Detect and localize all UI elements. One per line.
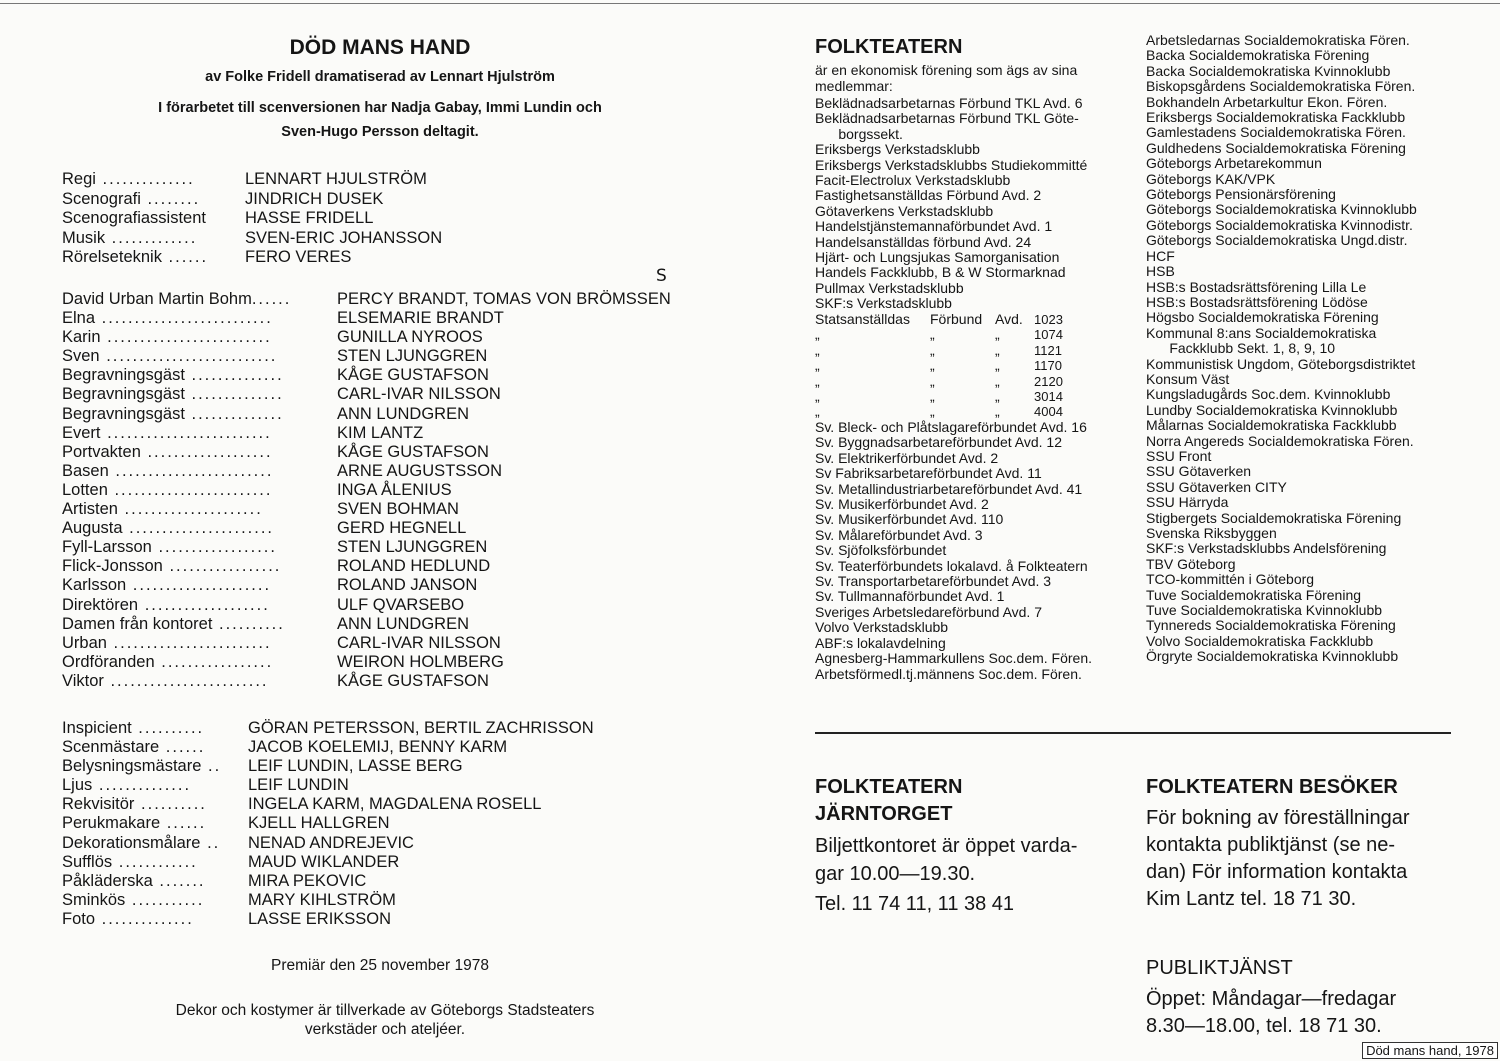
- stats-row: [815, 358, 1115, 373]
- cast-leader-dots: ......................: [122, 519, 274, 538]
- member-item: Tuve Socialdemokratiska Förening: [1146, 586, 1362, 603]
- cast-leader-dots: ........................: [108, 461, 274, 480]
- member-item: Kungsladugårds Soc.dem. Kvinnoklubb: [1146, 386, 1391, 403]
- stats-cell: „: [995, 372, 1000, 389]
- crew-row: [62, 891, 662, 910]
- staff-leader-dots: ......: [161, 248, 209, 266]
- folkteatern-title: FOLKTEATERN: [815, 36, 963, 58]
- cast-role: Urban ........................: [62, 633, 272, 652]
- cast-row: [62, 309, 722, 328]
- member-item: Arbetsförmedl.tj.männens Soc.dem. Fören.: [815, 665, 1082, 682]
- cast-name: ROLAND HEDLUND: [337, 557, 491, 576]
- stats-cell: „: [995, 387, 1000, 404]
- staff-list: [62, 170, 522, 268]
- member-item: Beklädnadsarbetarnas Förbund TKL Göte-: [815, 110, 1079, 127]
- stats-cell: „: [930, 326, 935, 343]
- member-item: Götaverkens Verkstadsklubb: [815, 202, 994, 219]
- member-item: Sv. Transportarbetareförbundet Avd. 3: [815, 573, 1052, 590]
- cast-leader-dots: ..........: [212, 614, 285, 633]
- crew-name: LEIF LUNDIN: [248, 776, 349, 795]
- cast-name: ANN LUNDGREN: [337, 614, 470, 633]
- member-item: Kommunistisk Ungdom, Göteborgsdistriktet: [1146, 355, 1416, 372]
- credits-line-1: Dekor och kostymer är tillverkade av Göteborgs Stadsteaters: [175, 1002, 595, 1019]
- cast-leader-dots: ..............: [184, 366, 284, 385]
- cast-leader-dots: ...................: [138, 595, 270, 614]
- member-item: SSU Front: [1146, 447, 1212, 464]
- cast-name: CARL-IVAR NILSSON: [337, 633, 501, 652]
- member-item: Göteborgs Arbetarekommun: [1146, 155, 1322, 172]
- cast-row: [62, 596, 722, 615]
- cast-row: [62, 634, 722, 653]
- crew-row: [62, 872, 662, 891]
- stats-cell: „: [815, 357, 820, 374]
- jarntorget-line-2: gar 10.00—19.30.: [815, 863, 976, 885]
- member-stats-table: [815, 312, 1115, 420]
- stats-cell: 3014: [1034, 388, 1063, 404]
- cast-role: Fyll-Larsson ..................: [62, 538, 277, 557]
- play-subtitle: av Folke Fridell dramatiserad av Lennart Hjulström: [205, 69, 555, 85]
- crew-leader-dots: ......: [159, 738, 206, 757]
- member-item: ABF:s lokalavdelning: [815, 634, 946, 651]
- cast-name: INGA ÅLENIUS: [337, 480, 452, 499]
- member-list-col1: [815, 96, 1087, 312]
- stats-cell: „: [815, 326, 820, 343]
- cast-role: Flick-Jonsson .................: [62, 557, 282, 576]
- jarntorget-phone: Tel. 11 74 11, 11 38 41: [815, 893, 1015, 915]
- cast-role: Elna ..........................: [62, 309, 273, 328]
- crew-name: MIRA PEKOVIC: [248, 871, 367, 890]
- crew-list: [62, 719, 662, 929]
- member-item: Facit-Electrolux Verkstadsklubb: [815, 172, 1011, 189]
- member-item: Tuve Socialdemokratiska Kvinnoklubb: [1146, 602, 1383, 619]
- stats-cell: Förbund: [930, 311, 983, 327]
- stats-row: [815, 343, 1115, 358]
- member-item: Sv. Sjöfolksförbundet: [815, 542, 947, 559]
- member-item: Sveriges Arbetsledareförbund Avd. 7: [815, 603, 1043, 620]
- stats-row: [815, 404, 1115, 419]
- cast-role: Lotten ........................: [62, 480, 273, 499]
- staff-row: [62, 209, 522, 229]
- cast-name: WEIRON HOLMBERG: [337, 652, 504, 671]
- staff-leader-dots: ..............: [95, 170, 195, 188]
- member-item: Sv. Bleck- och Plåtslagareförbundet Avd. 16: [815, 419, 1087, 435]
- crew-leader-dots: ..: [201, 757, 222, 776]
- stats-row: [815, 327, 1115, 342]
- cast-leader-dots: .........................: [100, 328, 272, 347]
- member-item: SSU Götaverken: [1146, 463, 1252, 480]
- member-item: SSU Götaverken CITY: [1146, 478, 1287, 495]
- cast-row: [62, 290, 722, 309]
- cast-leader-dots: .................: [154, 652, 274, 671]
- member-item: Sv Fabriksarbetareförbundet Avd. 11: [815, 465, 1042, 482]
- member-item: Eriksbergs Socialdemokratiska Fackklubb: [1146, 109, 1406, 126]
- cast-leader-dots: ........................: [107, 480, 273, 499]
- member-item: Gamlestadens Socialdemokratiska Fören.: [1146, 124, 1406, 141]
- member-item: Fastighetsanställdas Förbund Avd. 2: [815, 187, 1042, 204]
- member-item: Konsum Väst: [1146, 370, 1230, 387]
- member-item: Beklädnadsarbetarnas Förbund TKL Avd. 6: [815, 95, 1083, 111]
- staff-leader-dots: .............: [105, 228, 198, 247]
- crew-role: Belysningsmästare ..: [62, 757, 222, 776]
- stats-cell: „: [930, 372, 935, 389]
- member-item: Handels Fackklubb, B & W Stormarknad: [815, 264, 1066, 281]
- staff-row: [62, 170, 522, 190]
- cast-leader-dots: ..............: [184, 404, 284, 423]
- member-item: TBV Göteborg: [1146, 555, 1236, 572]
- cast-role: Karlsson .....................: [62, 576, 272, 595]
- cast-name: ANN LUNDGREN: [337, 404, 470, 423]
- cast-role: Artisten .....................: [62, 500, 263, 519]
- besoker-line-1: För bokning av föreställningar: [1146, 807, 1410, 829]
- section-divider: [815, 732, 1451, 734]
- member-item: Eriksbergs Verkstadsklubb: [815, 141, 980, 158]
- member-item: HSB: [1146, 263, 1175, 280]
- crew-role: Scenmästare ......: [62, 738, 206, 757]
- stats-cell: „: [995, 403, 1000, 420]
- member-item: Sv. Teaterförbundets lokalavd. å Folkteatern: [815, 557, 1088, 574]
- stats-cell: „: [815, 387, 820, 404]
- cast-row: [62, 500, 722, 519]
- staff-name: HASSE FRIDELL: [245, 209, 374, 227]
- cast-row: [62, 557, 722, 576]
- crew-row: [62, 814, 662, 833]
- member-item: Agnesberg-Hammarkullens Soc.dem. Fören.: [815, 650, 1093, 667]
- stats-cell: „: [815, 403, 820, 420]
- besoker-line-4: Kim Lantz tel. 18 71 30.: [1146, 888, 1357, 910]
- member-item: Göteborgs Pensionärsförening: [1146, 186, 1336, 203]
- member-item: SKF:s Verkstadsklubb: [815, 295, 952, 312]
- cast-leader-dots: .....................: [117, 500, 263, 519]
- member-item: Stigbergets Socialdemokratiska Förening: [1146, 509, 1402, 526]
- crew-role: Sminkös ...........: [62, 890, 205, 909]
- jarntorget-line-1: Biljettkontoret är öppet varda-: [815, 835, 1078, 857]
- cast-row: [62, 424, 722, 443]
- cast-name: GUNILLA NYROOS: [337, 328, 483, 347]
- crew-row: [62, 738, 662, 757]
- cast-name: KÅGE GUSTAFSON: [337, 442, 489, 461]
- cast-row: [62, 385, 722, 404]
- crew-row: [62, 757, 662, 776]
- intro-line-1: I förarbetet till scenversionen har Nadja Gabay, Immi Lundin och: [158, 100, 602, 116]
- stats-cell: „: [930, 341, 935, 358]
- cast-name: CARL-IVAR NILSSON: [337, 385, 501, 404]
- member-item: Göteborgs Socialdemokratiska Kvinnoklubb: [1146, 201, 1417, 218]
- cast-name: KIM LANTZ: [337, 423, 424, 442]
- handwritten-correction: S: [656, 266, 667, 286]
- cast-row: [62, 366, 722, 385]
- image-caption: Död mans hand, 1978: [1362, 1042, 1498, 1059]
- cast-role: Begravningsgäst ..............: [62, 385, 284, 404]
- member-item: borgssekt.: [815, 125, 903, 142]
- member-item: Sv. Metallindustriarbetareförbundet Avd. 41: [815, 480, 1083, 497]
- crew-name: LEIF LUNDIN, LASSE BERG: [248, 757, 463, 776]
- cast-role: Karin .........................: [62, 328, 272, 347]
- member-list-col1b: [815, 420, 1092, 682]
- cast-list: [62, 290, 722, 691]
- crew-row: [62, 834, 662, 853]
- cast-role: Viktor ........................: [62, 671, 269, 690]
- besoker-line-2: kontakta publiktjänst (se ne-: [1146, 834, 1396, 856]
- intro-line-2: Sven-Hugo Persson deltagit.: [281, 124, 479, 140]
- member-item: Örgryte Socialdemokratiska Kvinnoklubb: [1146, 648, 1399, 665]
- crew-row: [62, 910, 662, 929]
- cast-leader-dots: .........................: [100, 423, 272, 442]
- cast-row: [62, 443, 722, 462]
- crew-role: Foto ..............: [62, 909, 194, 928]
- cast-role: Basen ........................: [62, 461, 274, 480]
- crew-leader-dots: .......: [152, 871, 206, 890]
- cast-role: Begravningsgäst ..............: [62, 404, 284, 423]
- member-item: SSU Härryda: [1146, 494, 1229, 511]
- cast-name: KÅGE GUSTAFSON: [337, 671, 489, 690]
- cast-leader-dots: ..........................: [95, 309, 273, 328]
- cast-name: ELSEMARIE BRANDT: [337, 309, 504, 328]
- staff-name: FERO VERES: [245, 248, 352, 266]
- besoker-line-3: dan) För information kontakta: [1146, 861, 1408, 883]
- crew-name: MARY KIHLSTRÖM: [248, 890, 396, 909]
- crew-role: Påkläderska .......: [62, 871, 206, 890]
- credits-line-2: verkstäder och ateljéer.: [304, 1021, 466, 1038]
- member-item: Målarnas Socialdemokratiska Fackklubb: [1146, 417, 1397, 434]
- member-item: Handelsanställdas förbund Avd. 24: [815, 233, 1032, 250]
- folkteatern-intro-2: medlemmar:: [815, 78, 893, 94]
- crew-leader-dots: ..............: [92, 776, 192, 795]
- cast-leader-dots: .................: [162, 557, 282, 576]
- staff-leader-dots: ........: [140, 189, 201, 208]
- crew-row: [62, 795, 662, 814]
- crew-name: LASSE ERIKSSON: [248, 909, 392, 928]
- cast-role: Portvakten ...................: [62, 442, 273, 461]
- crew-leader-dots: ...........: [125, 890, 205, 909]
- stats-cell: 1074: [1034, 327, 1063, 343]
- cast-row: [62, 405, 722, 424]
- crew-leader-dots: ..........: [131, 719, 205, 737]
- member-item: Göteborgs Socialdemokratiska Ungd.distr.: [1146, 232, 1408, 249]
- cast-leader-dots: ......: [251, 290, 292, 308]
- stats-cell: „: [995, 357, 1000, 374]
- cast-row: [62, 615, 722, 634]
- stats-cell: „: [930, 387, 935, 404]
- publiktjanst-title: PUBLIKTJÄNST: [1146, 957, 1293, 979]
- stats-cell: „: [995, 341, 1000, 358]
- cast-name: ROLAND JANSON: [337, 576, 478, 595]
- staff-row: [62, 190, 522, 210]
- member-item: Sv. Byggnadsarbetareförbundet Avd. 12: [815, 434, 1062, 451]
- staff-row: [62, 229, 522, 249]
- crew-leader-dots: ............: [112, 852, 198, 871]
- cast-row: [62, 462, 722, 481]
- staff-role: Regi ..............: [62, 170, 195, 188]
- cast-leader-dots: ........................: [106, 633, 272, 652]
- cast-role: Augusta ......................: [62, 519, 274, 538]
- crew-row: [62, 853, 662, 872]
- stats-row: [815, 374, 1115, 389]
- staff-name: JINDRICH DUSEK: [245, 189, 384, 208]
- cast-role: Damen från kontoret ..........: [62, 614, 285, 633]
- member-item: Norra Angereds Socialdemokratiska Fören.: [1146, 432, 1414, 449]
- stats-cell: 2120: [1034, 373, 1063, 389]
- staff-name: LENNART HJULSTRÖM: [245, 170, 427, 188]
- stats-row: [815, 389, 1115, 404]
- cast-name: KÅGE GUSTAFSON: [337, 366, 489, 385]
- member-item: Svenska Riksbyggen: [1146, 525, 1277, 541]
- member-item: Hjärt- och Lungsjukas Samorganisation: [815, 249, 1060, 266]
- member-item: Volvo Verkstadsklubb: [815, 619, 949, 636]
- besoker-title: FOLKTEATERN BESÖKER: [1146, 776, 1398, 798]
- member-item: Lundby Socialdemokratiska Kvinnoklubb: [1146, 401, 1398, 418]
- member-item: Eriksbergs Verkstadsklubbs Studiekommitté: [815, 156, 1088, 173]
- staff-role: Scenografiassistent: [62, 209, 206, 227]
- staff-row: [62, 248, 522, 268]
- cast-row: [62, 347, 722, 366]
- member-item: Göteborgs Socialdemokratiska Kvinnodistr.: [1146, 216, 1413, 233]
- member-item: Högsbo Socialdemokratiska Förening: [1146, 309, 1379, 326]
- member-item: HCF: [1146, 247, 1175, 264]
- stats-cell: Statsanställdas: [815, 311, 910, 327]
- top-rule: [0, 3, 1500, 4]
- cast-leader-dots: ..........................: [99, 347, 278, 366]
- cast-name: GERD HEGNELL: [337, 519, 467, 538]
- member-item: Backa Socialdemokratiska Kvinnoklubb: [1146, 62, 1391, 79]
- cast-name: SVEN BOHMAN: [337, 500, 459, 519]
- publiktjanst-hours: Öppet: Måndagar—fredagar: [1146, 988, 1397, 1010]
- member-item: Sv. Elektrikerförbundet Avd. 2: [815, 449, 999, 466]
- member-item: SKF:s Verkstadsklubbs Andelsförening: [1146, 540, 1387, 557]
- member-item: Sv. Musikerförbundet Avd. 2: [815, 496, 989, 513]
- play-title: DÖD MANS HAND: [289, 36, 471, 59]
- cast-row: [62, 519, 722, 538]
- cast-leader-dots: .....................: [126, 576, 272, 595]
- cast-row: [62, 328, 722, 347]
- stats-cell: 1023: [1034, 312, 1063, 327]
- cast-role: Direktören ...................: [62, 595, 270, 614]
- cast-row: [62, 576, 722, 595]
- crew-leader-dots: ..: [200, 833, 221, 852]
- crew-role: Ljus ..............: [62, 776, 192, 795]
- cast-role: Ordföranden .................: [62, 652, 274, 671]
- member-item: Sv. Musikerförbundet Avd. 110: [815, 511, 1004, 528]
- member-item: Guldhedens Socialdemokratiska Förening: [1146, 139, 1406, 156]
- cast-name: STEN LJUNGGREN: [337, 538, 488, 557]
- jarntorget-title-1: FOLKTEATERN: [815, 776, 963, 798]
- crew-leader-dots: ......: [160, 814, 207, 833]
- crew-name: MAUD WIKLANDER: [248, 852, 400, 871]
- crew-role: Rekvisitör ..........: [62, 795, 207, 814]
- member-item: HSB:s Bostadsrättsförening Lilla Le: [1146, 278, 1367, 295]
- cast-leader-dots: ...................: [140, 442, 273, 461]
- crew-name: KJELL HALLGREN: [248, 814, 390, 833]
- crew-leader-dots: ..........: [134, 795, 207, 814]
- crew-name: GÖRAN PETERSSON, BERTIL ZACHRISSON: [248, 719, 594, 737]
- stats-cell: 1170: [1034, 358, 1062, 374]
- crew-role: Dekorationsmålare ..: [62, 833, 221, 852]
- cast-row: [62, 481, 722, 500]
- cast-name: ARNE AUGUSTSSON: [337, 461, 503, 480]
- stats-cell: „: [930, 403, 935, 420]
- member-item: Backa Socialdemokratiska Förening: [1146, 47, 1370, 64]
- member-item: TCO-kommittén i Göteborg: [1146, 571, 1315, 588]
- member-item: Volvo Socialdemokratiska Fackklubb: [1146, 632, 1374, 649]
- staff-role: Musik .............: [62, 228, 198, 247]
- cast-row: [62, 653, 722, 672]
- member-item: Tynnereds Socialdemokratiska Förening: [1146, 617, 1396, 634]
- cast-role: Begravningsgäst ..............: [62, 366, 284, 385]
- cast-name: STEN LJUNGGREN: [337, 347, 488, 366]
- stats-cell: „: [815, 372, 820, 389]
- stats-row: [815, 312, 1115, 327]
- crew-leader-dots: ..............: [95, 909, 194, 928]
- publiktjanst-phone: 8.30—18.00, tel. 18 71 30.: [1146, 1015, 1382, 1037]
- cast-role: Evert .........................: [62, 423, 272, 442]
- member-item: Sv. Målareförbundet Avd. 3: [815, 526, 983, 543]
- crew-role: Sufflös ............: [62, 852, 198, 871]
- crew-role: Perukmakare ......: [62, 814, 207, 833]
- member-item: Sv. Tullmannaförbundet Avd. 1: [815, 588, 1005, 605]
- cast-row: [62, 672, 722, 691]
- member-item: Handelstjänstemannaförbundet Avd. 1: [815, 218, 1053, 235]
- cast-role: David Urban Martin Bohm......: [62, 290, 292, 308]
- cast-name: ULF QVARSEBO: [337, 595, 465, 614]
- stats-cell: „: [930, 357, 935, 374]
- member-item: Göteborgs KAK/VPK: [1146, 170, 1276, 187]
- cast-role: Sven ..........................: [62, 347, 278, 366]
- cast-leader-dots: ........................: [103, 671, 269, 690]
- stats-cell: „: [815, 341, 820, 358]
- member-item: Biskopsgårdens Socialdemokratiska Fören.: [1146, 78, 1416, 95]
- folkteatern-intro-1: är en ekonomisk förening som ägs av sina: [815, 62, 1078, 78]
- member-item: Kommunal 8:ans Socialdemokratiska: [1146, 324, 1377, 341]
- member-list-col2: [1146, 33, 1417, 665]
- member-item: Pullmax Verkstadsklubb: [815, 279, 964, 296]
- crew-row: [62, 776, 662, 795]
- cast-row: [62, 538, 722, 557]
- crew-name: JACOB KOELEMIJ, BENNY KARM: [248, 738, 508, 757]
- premiere-date: Premiär den 25 november 1978: [271, 957, 489, 974]
- staff-name: SVEN-ERIC JOHANSSON: [245, 228, 443, 247]
- crew-row: [62, 719, 662, 738]
- staff-role: Scenografi ........: [62, 189, 201, 208]
- stats-cell: 1121: [1034, 342, 1062, 358]
- staff-role: Rörelseteknik ......: [62, 248, 209, 266]
- member-item: Bokhandeln Arbetarkultur Ekon. Fören.: [1146, 93, 1388, 110]
- stats-cell: „: [995, 326, 1000, 343]
- stats-cell: 4004: [1034, 404, 1063, 420]
- jarntorget-title-2: JÄRNTORGET: [815, 803, 953, 825]
- crew-name: INGELA KARM, MAGDALENA ROSELL: [248, 795, 542, 814]
- cast-leader-dots: ..................: [151, 538, 277, 557]
- member-item: Arbetsledarnas Socialdemokratiska Fören.: [1146, 32, 1410, 48]
- member-item: HSB:s Bostadsrättsförening Lödöse: [1146, 293, 1368, 310]
- crew-role: Inspicient ..........: [62, 719, 205, 737]
- cast-name: PERCY BRANDT, TOMAS VON BRÖMSSEN: [337, 290, 671, 308]
- stats-cell: Avd.: [995, 311, 1023, 327]
- cast-leader-dots: ..............: [184, 385, 284, 404]
- member-item: Fackklubb Sekt. 1, 8, 9, 10: [1146, 340, 1336, 357]
- crew-name: NENAD ANDREJEVIC: [248, 833, 414, 852]
